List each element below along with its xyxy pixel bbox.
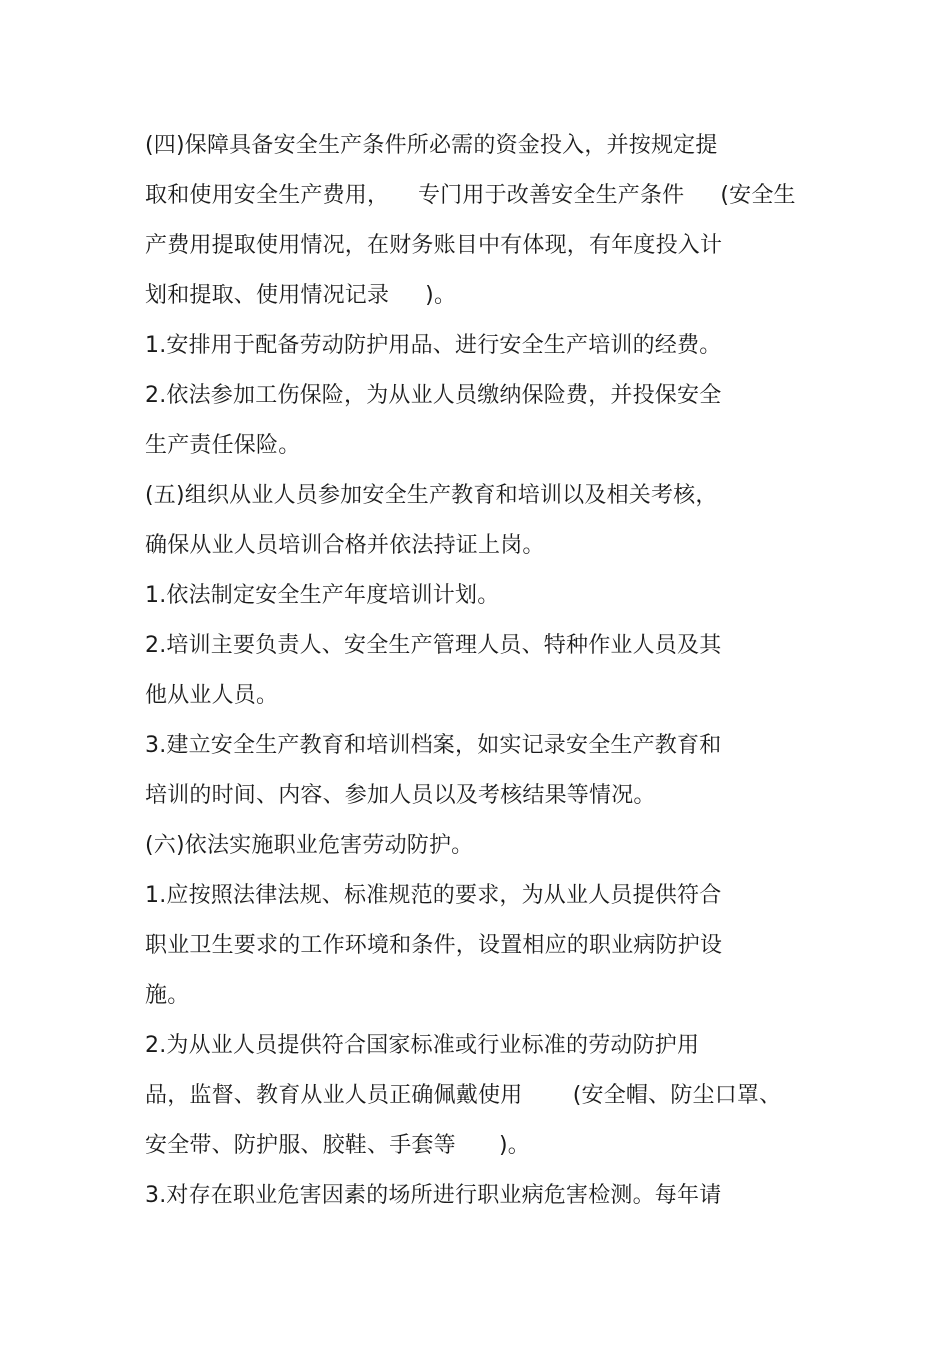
text-line: 职业卫生要求的工作环境和条件，设置相应的职业病防护设 — [145, 933, 723, 958]
text-line: 2.培训主要负责人、安全生产管理人员、特种作业人员及其 — [145, 633, 722, 658]
text-line: 他从业人员。 — [145, 683, 279, 708]
text-line: 划和提取、使用情况记录 )。 — [145, 283, 457, 308]
text-line: 施。 — [145, 983, 190, 1008]
text-line: 安全带、防护服、胶鞋、手套等 )。 — [145, 1133, 530, 1158]
text-line: (六)依法实施职业危害劳动防护。 — [145, 833, 474, 858]
text-line: 2.依法参加工伤保险，为从业人员缴纳保险费，并投保安全 — [145, 383, 722, 408]
text-line: 确保从业人员培训合格并依法持证上岗。 — [145, 533, 545, 558]
text-line: 3.对存在职业危害因素的场所进行职业病危害检测。每年请 — [145, 1183, 722, 1208]
text-line: 品，监督、教育从业人员正确佩戴使用 (安全帽、防尘口罩、 — [145, 1083, 782, 1108]
text-line: 产费用提取使用情况，在财务账目中有体现，有年度投入计 — [145, 233, 723, 258]
text-line: 培训的时间、内容、参加人员以及考核结果等情况。 — [145, 783, 656, 808]
text-line: 1.依法制定安全生产年度培训计划。 — [145, 583, 500, 608]
text-line: (四)保障具备安全生产条件所必需的资金投入，并按规定提 — [145, 133, 718, 158]
text-line: 2.为从业人员提供符合国家标准或行业标准的劳动防护用 — [145, 1033, 700, 1058]
text-line: 3.建立安全生产教育和培训档案，如实记录安全生产教育和 — [145, 733, 722, 758]
text-line: 1.安排用于配备劳动防护用品、进行安全生产培训的经费。 — [145, 333, 722, 358]
text-line: 取和使用安全生产费用， 专门用于改善安全生产条件 (安全生 — [145, 183, 796, 208]
text-line: 生产责任保险。 — [145, 433, 301, 458]
text-line: 1.应按照法律法规、标准规范的要求，为从业人员提供符合 — [145, 883, 722, 908]
text-line: (五)组织从业人员参加安全生产教育和培训以及相关考核， — [145, 483, 718, 508]
